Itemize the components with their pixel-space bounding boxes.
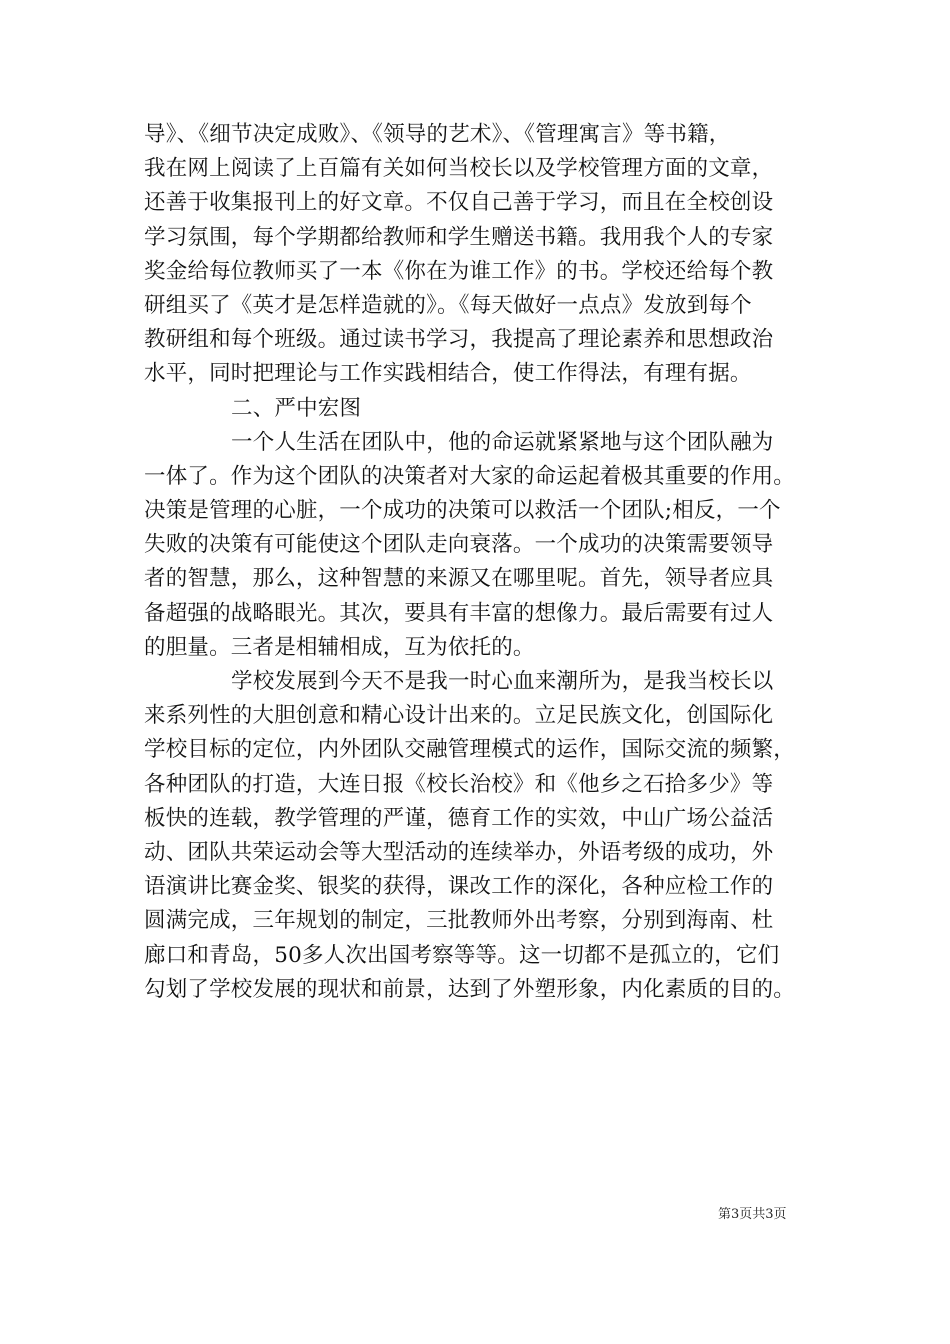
text-line: 失败的决策有可能使这个团队走向衰落。一个成功的决策需要领导 — [144, 532, 774, 558]
text-line: 动、团队共荣运动会等大型活动的连续举办，外语考级的成功，外 — [144, 839, 774, 865]
text-line: 备超强的战略眼光。其次，要具有丰富的想像力。最后需要有过人 — [144, 600, 774, 626]
text-line: 板快的连载，教学管理的严谨，德育工作的实效，中山广场公益活 — [144, 805, 774, 831]
text-line: 教研组和每个班级。通过读书学习，我提高了理论素养和思想政治 — [144, 327, 774, 353]
text-line: 来系列性的大胆创意和精心设计出来的。立足民族文化，创国际化 — [144, 703, 774, 729]
page-number-footer: 第3页共3页 — [718, 1207, 787, 1222]
text-line: 还善于收集报刊上的好文章。不仅自己善于学习，而且在全校创设 — [144, 190, 774, 216]
section-heading: 二、严中宏图 — [231, 395, 362, 421]
text-line: 导》、《细节决定成败》、《领导的艺术》、《管理寓言》等书籍， — [144, 122, 731, 147]
text-line: 语演讲比赛金奖、银奖的获得，课改工作的深化，各种应检工作的 — [144, 874, 774, 900]
text-line: 学校目标的定位，内外团队交融管理模式的运作，国际交流的频繁， — [144, 737, 796, 763]
paragraph-reading — [144, 118, 824, 392]
text-line: 的胆量。三者是相辅相成，互为依托的。 — [144, 634, 535, 660]
text-line: 学校发展到今天不是我一时心血来潮所为，是我当校长以 — [231, 669, 774, 694]
text-line: 学习氛围，每个学期都给教师和学生赠送书籍。我用我个人的专家 — [144, 224, 774, 250]
text-line: 者的智慧，那么，这种智慧的来源又在哪里呢。首先，领导者应具 — [144, 566, 774, 592]
text-line: 廊口和青岛，50多人次出国考察等等。这一切都不是孤立的，它们 — [144, 942, 780, 968]
text-line: 研组买了《英才是怎样造就的》。《每天做好一点点》发放到每个 — [144, 292, 752, 318]
paragraph-school-development — [144, 665, 824, 1007]
text-line: 勾划了学校发展的现状和前景，达到了外塑形象，内化素质的目的。 — [144, 976, 796, 1002]
text-line: 一体了。作为这个团队的决策者对大家的命运起着极其重要的作用。 — [144, 463, 796, 489]
paragraph-decision — [144, 426, 824, 665]
text-line: 一个人生活在团队中，他的命运就紧紧地与这个团队融为 — [231, 429, 774, 455]
text-line: 我在网上阅读了上百篇有关如何当校长以及学校管理方面的文章， — [144, 156, 774, 182]
text-line: 水平，同时把理论与工作实践相结合，使工作得法，有理有据。 — [144, 361, 752, 387]
text-line: 奖金给每位教师买了一本《你在为谁工作》的书。学校还给每个教 — [144, 258, 774, 284]
text-line: 决策是管理的心脏，一个成功的决策可以救活一个团队;相反，一个 — [144, 498, 781, 524]
text-line: 各种团队的打造，大连日报《校长治校》和《他乡之石拾多少》等 — [144, 771, 774, 797]
text-line: 圆满完成，三年规划的制定，三批教师外出考察，分别到海南、杜 — [144, 908, 774, 934]
document-body — [144, 118, 824, 1007]
